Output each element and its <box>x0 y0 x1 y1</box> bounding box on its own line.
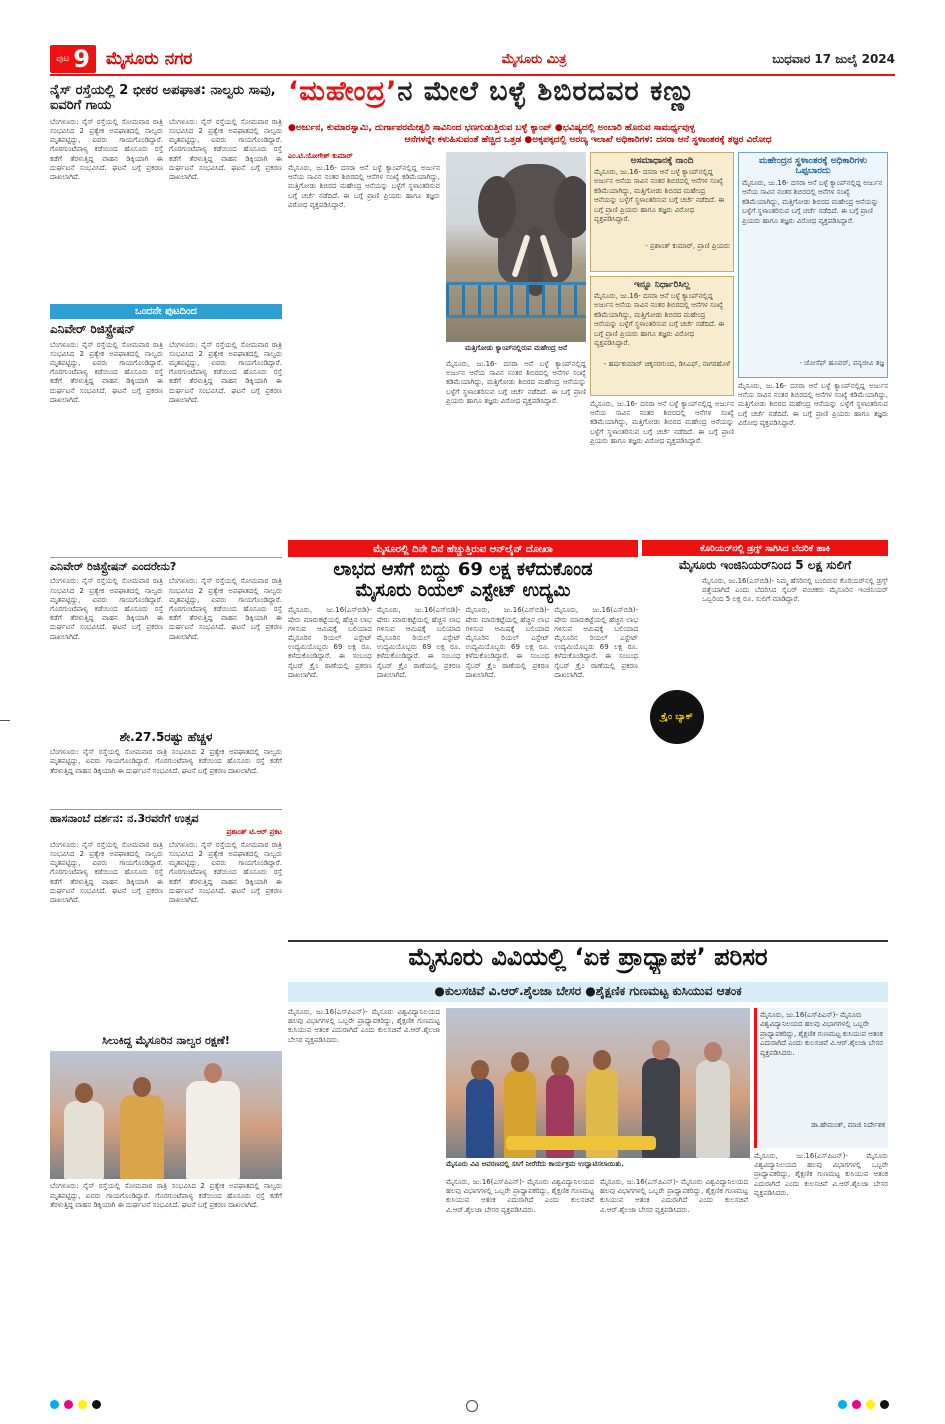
headline-highlight: ‘ಮಹೇಂದ್ರ’ <box>288 76 398 107</box>
byline: ಪ್ರಶಾಂತ್ ಟಿ.ಆರ್ ಪ್ರಕಟ <box>226 827 282 836</box>
quote-author: - ಹರ್ಷಕುಮಾರ್ ಚಿಕ್ಕನರಗುಂದ, ಡಿಸಿಎಫ್, ನಾಗರಹೊಳೆ <box>603 360 730 368</box>
university-subtitle <box>288 982 888 1002</box>
story-text: ಮೈಸೂರು, ಜು.16(ಎಸ್‌ಪಿಎನ್)- ಮೈಸೂರು ವಿಶ್ವವಿದ್ಯಾನಿಲಯದ ಹಲವು ವಿಭಾಗಗಳಲ್ಲಿ ಒಬ್ಬರೇ ಪ್ರಾಧ್ಯಾಪಕರಿದ್ದು, ಶೈಕ್ಷಣಿಕ ಗುಣಮಟ್ಟ ಕುಸಿಯುವ ಆತಂಕ ಎದುರಾಗಿದೆ ಎಂದು ಕುಲಸಚಿವೆ ವಿ.ಆರ್.ಶೈಲಜಾ ಬೇಸರ ವ್ಯಕ್ತಪಡಿಸಿದರು. <box>446 1178 594 1214</box>
story-text: ಮೈಸೂರು, ಜು.16(ಎಸ್‌ಬಿಡಿ)- ಷೇರು ಮಾರುಕಟ್ಟೆಯಲ್ಲಿ ಹೆಚ್ಚಿನ ಲಾಭ ಗಳಿಸುವ ಆಮಿಷಕ್ಕೆ ಬಲಿಯಾದ ಮೈಸೂರಿನ ರಿಯಲ್ ಎಸ್ಟೇಟ್ ಉದ್ಯಮಿಯೊಬ್ಬರು 69 ಲಕ್ಷ ರೂ. ಕಳೆದುಕೊಂಡಿದ್ದಾರೆ. ಈ ಸಂಬಂಧ ಸೈಬರ್ ಕ್ರೈಂ ಠಾಣೆಯಲ್ಲಿ ಪ್ರಕರಣ ದಾಖಲಾಗಿದೆ. <box>376 606 461 679</box>
story-title: ನೈಸ್ ರಸ್ತೆಯಲ್ಲಿ 2 ಭೀಕರ ಅಪಘಾತ: ನಾಲ್ವರು ಸಾವು, ಐವರಿಗೆ ಗಾಯ <box>50 83 276 113</box>
quote-text: ಮೈಸೂರು, ಜು.16- ದಸರಾ ಆನೆ ಬಳ್ಳೆ ಕ್ಯಾಂಪ್‌ನಲ್ಲಿದ್ದ ಅರ್ಜುನ ಆನೆಯ ಸಾವಿನ ನಂತರ ಶಿಬಿರದಲ್ಲಿ ಆನೆಗಳ ಸಂಖ್ಯೆ ಕಡಿಮೆಯಾಗಿದ್ದು, ಮತ್ತಿಗೋಡು ಶಿಬಿರದ ಮಹೇಂದ್ರ ಆನೆಯನ್ನು ಬಳ್ಳೆಗೆ ಸ್ಥಳಾಂತರಿಸುವ ಬಗ್ಗೆ ಚರ್ಚೆ ನಡೆದಿದೆ. ಈ ಬಗ್ಗೆ ಪ್ರಾಣಿ ಪ್ರಿಯರು ಹಾಗೂ ತಜ್ಞರು ವಿರೋಧ ವ್ಯಕ್ತಪಡಿಸಿದ್ದಾರೆ. <box>594 168 725 224</box>
photo-caption: ಬೆಂಗಳೂರು: ನೈಸ್ ರಸ್ತೆಯಲ್ಲಿ ಸೋಮವಾರ ರಾತ್ರಿ ಸಂಭವಿಸಿದ 2 ಪ್ರತ್ಯೇಕ ಅಪಘಾತದಲ್ಲಿ ನಾಲ್ವರು ಮೃತಪಟ್ಟಿದ್ದು, ಐವರು ಗಾಯಗೊಂಡಿದ್ದಾರೆ. ಗೊರಗುಂಟೆಪಾಳ್ಯ ಕಡೆಯಿಂದ ಹೊಸೂರು ರಸ್ತೆ ಕಡೆಗೆ ತೆರಳುತ್ತಿದ್ದ ವಾಹನ ಡಿಕ್ಕಿಯಾಗಿ ಈ ದುರ್ಘಟನೆ ಸಂಭವಿಸಿದೆ. ಘಟನೆ ಬಗ್ಗೆ ಪ್ರಕರಣ ದಾಖಲಾಗಿದೆ. <box>50 1182 282 1209</box>
registration-mark <box>466 1400 478 1412</box>
masthead: ಮೈಸೂರು ಮಿತ್ರ <box>501 51 567 67</box>
quote-box-1 <box>590 152 734 272</box>
page-label: ಪುಟ <box>56 54 70 64</box>
page-header <box>50 44 895 76</box>
story-title-line-2: ಮೈಸೂರು ರಿಯಲ್ ಎಸ್ಟೇಟ್ ಉದ್ಯಮಿ <box>355 579 571 601</box>
story-text: ಬೆಂಗಳೂರು: ನೈಸ್ ರಸ್ತೆಯಲ್ಲಿ ಸೋಮವಾರ ರಾತ್ರಿ ಸಂಭವಿಸಿದ 2 ಪ್ರತ್ಯೇಕ ಅಪಘಾತದಲ್ಲಿ ನಾಲ್ವರು ಮೃತಪಟ್ಟಿದ್ದು, ಐವರು ಗಾಯಗೊಂಡಿದ್ದಾರೆ. ಗೊರಗುಂಟೆಪಾಳ್ಯ ಕಡೆಯಿಂದ ಹೊಸೂರು ರಸ್ತೆ ಕಡೆಗೆ ತೆರಳುತ್ತಿದ್ದ ವಾಹನ ಡಿಕ್ಕಿಯಾಗಿ ಈ ದುರ್ಘಟನೆ ಸಂಭವಿಸಿದೆ. ಘಟನೆ ಬಗ್ಗೆ ಪ್ರಕರಣ ದಾಖಲಾಗಿದೆ. <box>50 840 163 904</box>
quote-text: ಮೈಸೂರು, ಜು.16(ಎಸ್‌ಪಿಎನ್)- ಮೈಸೂರು ವಿಶ್ವವಿದ್ಯಾನಿಲಯದ ಹಲವು ವಿಭಾಗಗಳಲ್ಲಿ ಒಬ್ಬರೇ ಪ್ರಾಧ್ಯಾಪಕರಿದ್ದು, ಶೈಕ್ಷಣಿಕ ಗುಣಮಟ್ಟ ಕುಸಿಯುವ ಆತಂಕ ಎದುರಾಗಿದೆ ಎಂದು ಕುಲಸಚಿವೆ ವಿ.ಆರ್.ಶೈಲಜಾ ಬೇಸರ ವ್ಯಕ್ತಪಡಿಸಿದರು. <box>760 1011 884 1057</box>
story-text: ಮೈಸೂರು, ಜು.16(ಎಸ್‌ಪಿಎನ್)- ಮೈಸೂರು ವಿಶ್ವವಿದ್ಯಾನಿಲಯದ ಹಲವು ವಿಭಾಗಗಳಲ್ಲಿ ಒಬ್ಬರೇ ಪ್ರಾಧ್ಯಾಪಕರಿದ್ದು, ಶೈಕ್ಷಣಿಕ ಗುಣಮಟ್ಟ ಕುಸಿಯುವ ಆತಂಕ ಎದುರಾಗಿದೆ ಎಂದು ಕುಲಸಚಿವೆ ವಿ.ಆರ್.ಶೈಲಜಾ ಬೇಸರ ವ್ಯಕ್ತಪಡಿಸಿದರು. <box>754 1152 888 1197</box>
page-number: 9 <box>73 45 90 73</box>
story-text: ಬೆಂಗಳೂರು: ನೈಸ್ ರಸ್ತೆಯಲ್ಲಿ ಸೋಮವಾರ ರಾತ್ರಿ ಸಂಭವಿಸಿದ 2 ಪ್ರತ್ಯೇಕ ಅಪಘಾತದಲ್ಲಿ ನಾಲ್ವರು ಮೃತಪಟ್ಟಿದ್ದು, ಐವರು ಗಾಯಗೊಂಡಿದ್ದಾರೆ. ಗೊರಗುಂಟೆಪಾಳ್ಯ ಕಡೆಯಿಂದ ಹೊಸೂರು ರಸ್ತೆ ಕಡೆಗೆ ತೆರಳುತ್ತಿದ್ದ ವಾಹನ ಡಿಕ್ಕಿಯಾಗಿ ಈ ದುರ್ಘಟನೆ ಸಂಭವಿಸಿದೆ. ಘಟನೆ ಬಗ್ಗೆ ಪ್ರಕರಣ ದಾಖಲಾಗಿದೆ. <box>50 117 163 182</box>
university-column-3 <box>600 1178 748 1398</box>
continued-band: ಒಂದನೇ ಪುಟದಿಂದ <box>50 304 282 319</box>
story-text: ಬೆಂಗಳೂರು: ನೈಸ್ ರಸ್ತೆಯಲ್ಲಿ ಸೋಮವಾರ ರಾತ್ರಿ ಸಂಭವಿಸಿದ 2 ಪ್ರತ್ಯೇಕ ಅಪಘಾತದಲ್ಲಿ ನಾಲ್ವರು ಮೃತಪಟ್ಟಿದ್ದು, ಐವರು ಗಾಯಗೊಂಡಿದ್ದಾರೆ. ಗೊರಗುಂಟೆಪಾಳ್ಯ ಕಡೆಯಿಂದ ಹೊಸೂರು ರಸ್ತೆ ಕಡೆಗೆ ತೆರಳುತ್ತಿದ್ದ ವಾಹನ ಡಿಕ್ಕಿಯಾಗಿ ಈ ದುರ್ಘಟನೆ ಸಂಭವಿಸಿದೆ. ಘಟನೆ ಬಗ್ಗೆ ಪ್ರಕರಣ ದಾಖಲಾಗಿದೆ. <box>50 577 163 641</box>
story-text: ಮೈಸೂರು, ಜು.16(ಎಸ್‌ಪಿಎನ್)- ಮೈಸೂರು ವಿಶ್ವವಿದ್ಯಾನಿಲಯದ ಹಲವು ವಿಭಾಗಗಳಲ್ಲಿ ಒಬ್ಬರೇ ಪ್ರಾಧ್ಯಾಪಕರಿದ್ದು, ಶೈಕ್ಷಣಿಕ ಗುಣಮಟ್ಟ ಕುಸಿಯುವ ಆತಂಕ ಎದುರಾಗಿದೆ ಎಂದು ಕುಲಸಚಿವೆ ವಿ.ಆರ್.ಶೈಲಜಾ ಬೇಸರ ವ್ಯಕ್ತಪಡಿಸಿದರು. <box>600 1178 748 1214</box>
story-kicker: ಕೊರಿಯರ್‌ನಲ್ಲಿ ಡ್ರಗ್ಸ್ ಸಾಗಿಸಿದ ಬೆದರಿಕೆ ಹಾಕಿ <box>642 542 888 556</box>
elephant-photo <box>446 152 586 342</box>
story-title: ಎನಿವೇರ್ ರಿಜಿಸ್ಟ್ರೇಷನ್ ಎಂದರೇನು? <box>50 557 282 574</box>
story-text: ಮೈಸೂರು, ಜು.16- ದಸರಾ ಆನೆ ಬಳ್ಳೆ ಕ್ಯಾಂಪ್‌ನಲ್ಲಿದ್ದ ಅರ್ಜುನ ಆನೆಯ ಸಾವಿನ ನಂತರ ಶಿಬಿರದಲ್ಲಿ ಆನೆಗಳ ಸಂಖ್ಯೆ ಕಡಿಮೆಯಾಗಿದ್ದು, ಮತ್ತಿಗೋಡು ಶಿಬಿರದ ಮಹೇಂದ್ರ ಆನೆಯನ್ನು ಬಳ್ಳೆಗೆ ಸ್ಥಳಾಂತರಿಸುವ ಬಗ್ಗೆ ಚರ್ಚೆ ನಡೆದಿದೆ. ಈ ಬಗ್ಗೆ ಪ್ರಾಣಿ ಪ್ರಿಯರು ಹಾಗೂ ತಜ್ಞರು ವಿರೋಧ ವ್ಯಕ್ತಪಡಿಸಿದ್ದಾರೆ. <box>288 164 440 209</box>
university-column-1 <box>288 1008 440 1398</box>
story-text: ಮೈಸೂರು, ಜು.16- ದಸರಾ ಆನೆ ಬಳ್ಳೆ ಕ್ಯಾಂಪ್‌ನಲ್ಲಿದ್ದ ಅರ್ಜುನ ಆನೆಯ ಸಾವಿನ ನಂತರ ಶಿಬಿರದಲ್ಲಿ ಆನೆಗಳ ಸಂಖ್ಯೆ ಕಡಿಮೆಯಾಗಿದ್ದು, ಮತ್ತಿಗೋಡು ಶಿಬಿರದ ಮಹೇಂದ್ರ ಆನೆಯನ್ನು ಬಳ್ಳೆಗೆ ಸ್ಥಳಾಂತರಿಸುವ ಬಗ್ಗೆ ಚರ್ಚೆ ನಡೆದಿದೆ. ಈ ಬಗ್ಗೆ ಪ್ರಾಣಿ ಪ್ರಿಯರು ಹಾಗೂ ತಜ್ಞರು ವಿರೋಧ ವ್ಯಕ್ತಪಡಿಸಿದ್ದಾರೆ. <box>738 382 888 427</box>
color-registration-dots-left <box>50 1400 101 1409</box>
university-headline <box>288 940 888 974</box>
quote-author: - ಪ್ರಶಾಂತ್ ಕುಮಾರ್, ಪ್ರಾಣಿ ಪ್ರಿಯರು <box>645 242 730 250</box>
story-text: ಮೈಸೂರು, ಜು.16(ಎಸ್‌ಬಿಡಿ)- ಷೇರು ಮಾರುಕಟ್ಟೆಯಲ್ಲಿ ಹೆಚ್ಚಿನ ಲಾಭ ಗಳಿಸುವ ಆಮಿಷಕ್ಕೆ ಬಲಿಯಾದ ಮೈಸೂರಿನ ರಿಯಲ್ ಎಸ್ಟೇಟ್ ಉದ್ಯಮಿಯೊಬ್ಬರು 69 ಲಕ್ಷ ರೂ. ಕಳೆದುಕೊಂಡಿದ್ದಾರೆ. ಈ ಸಂಬಂಧ ಸೈಬರ್ ಕ್ರೈಂ ಠಾಣೆಯಲ್ಲಿ ಪ್ರಕರಣ ದಾಖಲಾಗಿದೆ. <box>288 606 372 679</box>
lead-column-2 <box>446 360 586 538</box>
box-title: ಅಸಮಾಧಾನಕ್ಕೆ ನಾಂದಿ <box>630 156 694 166</box>
story-title-line-1: ಲಾಭದ ಆಸೆಗೆ ಬಿದ್ದು 69 ಲಕ್ಷ ಕಳೆದುಕೊಂಡ <box>333 559 593 580</box>
quote-author: - ಜೋಸೆಫ್ ಹೂವರ್, ವನ್ಯಜೀವಿ ತಜ್ಞ <box>799 359 884 367</box>
rescue-photo <box>50 1051 282 1179</box>
box-title: ಮಹೇಂದ್ರನ ಸ್ಥಳಾಂತರಕ್ಕೆ ಅಧಿಕಾರಿಗಳು ಒಪ್ಪಬಾರದು <box>758 156 868 176</box>
crime-back-seal: ಕ್ರೈಂ ಬ್ಯಾಕ್ <box>650 690 704 744</box>
subtitle-text: ●ಕುಲಸಚಿವೆ ವಿ.ಆರ್.ಶೈಲಜಾ ಬೇಸರ ●ಶೈಕ್ಷಣಿಕ ಗುಣಮಟ್ಟ ಕುಸಿಯುವ ಆತಂಕ <box>434 984 742 998</box>
quote-box <box>754 1008 888 1148</box>
realestate-story <box>288 540 638 938</box>
story-text: ಬೆಂಗಳೂರು: ನೈಸ್ ರಸ್ತೆಯಲ್ಲಿ ಸೋಮವಾರ ರಾತ್ರಿ ಸಂಭವಿಸಿದ 2 ಪ್ರತ್ಯೇಕ ಅಪಘಾತದಲ್ಲಿ ನಾಲ್ವರು ಮೃತಪಟ್ಟಿದ್ದು, ಐವರು ಗಾಯಗೊಂಡಿದ್ದಾರೆ. ಗೊರಗುಂಟೆಪಾಳ್ಯ ಕಡೆಯಿಂದ ಹೊಸೂರು ರಸ್ತೆ ಕಡೆಗೆ ತೆರಳುತ್ತಿದ್ದ ವಾಹನ ಡಿಕ್ಕಿಯಾಗಿ ಈ ದುರ್ಘಟನೆ ಸಂಭವಿಸಿದೆ. ಘಟನೆ ಬಗ್ಗೆ ಪ್ರಕರಣ ದಾಖಲಾಗಿದೆ. <box>169 840 282 904</box>
issue-date: ಬುಧವಾರ 17 ಜುಲೈ 2024 <box>772 51 895 66</box>
lead-headline <box>288 76 888 120</box>
byline: ಎಂ.ಟಿ.ಯೋಗೇಶ್ ಕುಮಾರ್ <box>288 152 353 160</box>
story-text: ಮೈಸೂರು, ಜು.16- ದಸರಾ ಆನೆ ಬಳ್ಳೆ ಕ್ಯಾಂಪ್‌ನಲ್ಲಿದ್ದ ಅರ್ಜುನ ಆನೆಯ ಸಾವಿನ ನಂತರ ಶಿಬಿರದಲ್ಲಿ ಆನೆಗಳ ಸಂಖ್ಯೆ ಕಡಿಮೆಯಾಗಿದ್ದು, ಮತ್ತಿಗೋಡು ಶಿಬಿರದ ಮಹೇಂದ್ರ ಆನೆಯನ್ನು ಬಳ್ಳೆಗೆ ಸ್ಥಳಾಂತರಿಸುವ ಬಗ್ಗೆ ಚರ್ಚೆ ನಡೆದಿದೆ. ಈ ಬಗ್ಗೆ ಪ್ರಾಣಿ ಪ್ರಿಯರು ಹಾಗೂ ತಜ್ಞರು ವಿರೋಧ ವ್ಯಕ್ತಪಡಿಸಿದ್ದಾರೆ. <box>590 400 734 445</box>
story-text: ಮೈಸೂರು, ಜು.16(ಎಸ್‌ಬಿಡಿ)- ಷೇರು ಮಾರುಕಟ್ಟೆಯಲ್ಲಿ ಹೆಚ್ಚಿನ ಲಾಭ ಗಳಿಸುವ ಆಮಿಷಕ್ಕೆ ಬಲಿಯಾದ ಮೈಸೂರಿನ ರಿಯಲ್ ಎಸ್ಟೇಟ್ ಉದ್ಯಮಿಯೊಬ್ಬರು 69 ಲಕ್ಷ ರೂ. ಕಳೆದುಕೊಂಡಿದ್ದಾರೆ. ಈ ಸಂಬಂಧ ಸೈಬರ್ ಕ್ರೈಂ ಠಾಣೆಯಲ್ಲಿ ಪ್ರಕರಣ ದಾಖಲಾಗಿದೆ. <box>465 606 550 679</box>
page-number-badge <box>50 45 96 73</box>
color-registration-dots-right <box>838 1400 889 1409</box>
story-text: ಬೆಂಗಳೂರು: ನೈಸ್ ರಸ್ತೆಯಲ್ಲಿ ಸೋಮವಾರ ರಾತ್ರಿ ಸಂಭವಿಸಿದ 2 ಪ್ರತ್ಯೇಕ ಅಪಘಾತದಲ್ಲಿ ನಾಲ್ವರು ಮೃತಪಟ್ಟಿದ್ದು, ಐವರು ಗಾಯಗೊಂಡಿದ್ದಾರೆ. ಗೊರಗುಂಟೆಪಾಳ್ಯ ಕಡೆಯಿಂದ ಹೊಸೂರು ರಸ್ತೆ ಕಡೆಗೆ ತೆರಳುತ್ತಿದ್ದ ವಾಹನ ಡಿಕ್ಕಿಯಾಗಿ ಈ ದುರ್ಘಟನೆ ಸಂಭವಿಸಿದೆ. ಘಟನೆ ಬಗ್ಗೆ ಪ್ರಕರಣ ದಾಖಲಾಗಿದೆ. <box>50 340 163 404</box>
section-name: ಮೈಸೂರು ನಗರ <box>105 49 193 69</box>
story-text: ಮೈಸೂರು, ಜು.16(ಎಸ್‌ಬಿಡಿ)- ಷೇರು ಮಾರುಕಟ್ಟೆಯಲ್ಲಿ ಹೆಚ್ಚಿನ ಲಾಭ ಗಳಿಸುವ ಆಮಿಷಕ್ಕೆ ಬಲಿಯಾದ ಮೈಸೂರಿನ ರಿಯಲ್ ಎಸ್ಟೇಟ್ ಉದ್ಯಮಿಯೊಬ್ಬರು 69 ಲಕ್ಷ ರೂ. ಕಳೆದುಕೊಂಡಿದ್ದಾರೆ. ಈ ಸಂಬಂಧ ಸೈಬರ್ ಕ್ರೈಂ ಠಾಣೆಯಲ್ಲಿ ಪ್ರಕರಣ ದಾಖಲಾಗಿದೆ. <box>554 606 638 679</box>
story-text: ಬೆಂಗಳೂರು: ನೈಸ್ ರಸ್ತೆಯಲ್ಲಿ ಸೋಮವಾರ ರಾತ್ರಿ ಸಂಭವಿಸಿದ 2 ಪ್ರತ್ಯೇಕ ಅಪಘಾತದಲ್ಲಿ ನಾಲ್ವರು ಮೃತಪಟ್ಟಿದ್ದು, ಐವರು ಗಾಯಗೊಂಡಿದ್ದಾರೆ. ಗೊರಗುಂಟೆಪಾಳ್ಯ ಕಡೆಯಿಂದ ಹೊಸೂರು ರಸ್ತೆ ಕಡೆಗೆ ತೆರಳುತ್ತಿದ್ದ ವಾಹನ ಡಿಕ್ಕಿಯಾಗಿ ಈ ದುರ್ಘಟನೆ ಸಂಭವಿಸಿದೆ. ಘಟನೆ ಬಗ್ಗೆ ಪ್ರಕರಣ ದಾಖಲಾಗಿದೆ. <box>50 748 282 775</box>
story-title: ಮೈಸೂರು ವಿವಿಯಲ್ಲಿ ‘ಏಕ ಪ್ರಾಧ್ಯಾಪಕ’ ಪರಿಸರ <box>408 943 768 971</box>
lead-column-4 <box>738 152 888 538</box>
bullet-line: ●ಅರ್ಜುನ, ಕುಮಾರಸ್ವಾಮಿ, ದುರ್ಗಾಪರಮೇಶ್ವರಿ ಸಾವಿನಿಂದ ಭಣಗುಡುತ್ತಿರುವ ಬಳ್ಳೆ ಕ್ಯಾಂಪ್ ●ಭವಿಷ್ಯದಲ್ಲಿ ಅಂಬಾರಿ ಹೊರುವ ಸಾಮರ್ಥ್ಯವುಳ್ಳ <box>288 123 695 133</box>
left-column <box>50 80 282 1400</box>
story-text: ಮೈಸೂರು, ಜು.16(ಎಸ್‌ಬಿಡಿ)- ನಿಮ್ಮ ಹೆಸರಿನಲ್ಲಿ ಬಂದಿರುವ ಕೊರಿಯರ್‌ನಲ್ಲಿ ಡ್ರಗ್ಸ್ ಪತ್ತೆಯಾಗಿದೆ ಎಂದು ಬೆದರಿಸಿದ ಸೈಬರ್ ವಂಚಕರು ಮೈಸೂರಿನ ಇಂಜಿನಿಯರ್ ಒಬ್ಬರಿಂದ 5 ಲಕ್ಷ ರೂ. ಸುಲಿಗೆ ಮಾಡಿದ್ದಾರೆ. <box>702 576 888 604</box>
crop-mark <box>0 720 10 721</box>
story-title: ಸಿಲುಕಿದ್ದ ಮೈಸೂರಿನ ನಾಲ್ವರ ರಕ್ಷಣೆ! <box>102 1033 230 1047</box>
story-title: ಮೈಸೂರು ಇಂಜಿನಿಯರ್‌ನಿಂದ 5 ಲಕ್ಷ ಸುಲಿಗೆ <box>678 558 852 572</box>
photo-caption: ಮತ್ತಿಗೋಡು ಕ್ಯಾಂಪ್‌ನಲ್ಲಿರುವ ಮಹೇಂದ್ರ ಆನೆ <box>464 344 568 352</box>
story-text: ಮೈಸೂರು, ಜು.16- ದಸರಾ ಆನೆ ಬಳ್ಳೆ ಕ್ಯಾಂಪ್‌ನಲ್ಲಿದ್ದ ಅರ್ಜುನ ಆನೆಯ ಸಾವಿನ ನಂತರ ಶಿಬಿರದಲ್ಲಿ ಆನೆಗಳ ಸಂಖ್ಯೆ ಕಡಿಮೆಯಾಗಿದ್ದು, ಮತ್ತಿಗೋಡು ಶಿಬಿರದ ಮಹೇಂದ್ರ ಆನೆಯನ್ನು ಬಳ್ಳೆಗೆ ಸ್ಥಳಾಂತರಿಸುವ ಬಗ್ಗೆ ಚರ್ಚೆ ನಡೆದಿದೆ. ಈ ಬಗ್ಗೆ ಪ್ರಾಣಿ ಪ್ರಿಯರು ಹಾಗೂ ತಜ್ಞರು ವಿರೋಧ ವ್ಯಕ್ತಪಡಿಸಿದ್ದಾರೆ. <box>446 360 586 405</box>
university-column-2 <box>446 1178 594 1398</box>
lead-bullets <box>288 122 888 150</box>
story-text: ಬೆಂಗಳೂರು: ನೈಸ್ ರಸ್ತೆಯಲ್ಲಿ ಸೋಮವಾರ ರಾತ್ರಿ ಸಂಭವಿಸಿದ 2 ಪ್ರತ್ಯೇಕ ಅಪಘಾತದಲ್ಲಿ ನಾಲ್ವರು ಮೃತಪಟ್ಟಿದ್ದು, ಐವರು ಗಾಯಗೊಂಡಿದ್ದಾರೆ. ಗೊರಗುಂಟೆಪಾಳ್ಯ ಕಡೆಯಿಂದ ಹೊಸೂರು ರಸ್ತೆ ಕಡೆಗೆ ತೆರಳುತ್ತಿದ್ದ ವಾಹನ ಡಿಕ್ಕಿಯಾಗಿ ಈ ದುರ್ಘಟನೆ ಸಂಭವಿಸಿದೆ. ಘಟನೆ ಬಗ್ಗೆ ಪ್ರಕರಣ ದಾಖಲಾಗಿದೆ. <box>169 340 282 404</box>
story-text: ಬೆಂಗಳೂರು: ನೈಸ್ ರಸ್ತೆಯಲ್ಲಿ ಸೋಮವಾರ ರಾತ್ರಿ ಸಂಭವಿಸಿದ 2 ಪ್ರತ್ಯೇಕ ಅಪಘಾತದಲ್ಲಿ ನಾಲ್ವರು ಮೃತಪಟ್ಟಿದ್ದು, ಐವರು ಗಾಯಗೊಂಡಿದ್ದಾರೆ. ಗೊರಗುಂಟೆಪಾಳ್ಯ ಕಡೆಯಿಂದ ಹೊಸೂರು ರಸ್ತೆ ಕಡೆಗೆ ತೆರಳುತ್ತಿದ್ದ ವಾಹನ ಡಿಕ್ಕಿಯಾಗಿ ಈ ದುರ್ಘಟನೆ ಸಂಭವಿಸಿದೆ. ಘಟನೆ ಬಗ್ಗೆ ಪ್ರಕರಣ ದಾಖಲಾಗಿದೆ. <box>169 577 282 641</box>
story-title: ಎನಿವೇರ್ ರಿಜಿಸ್ಟ್ರೇಷನ್ <box>50 321 136 336</box>
expert-box <box>738 152 888 378</box>
quote-box-2 <box>590 276 734 396</box>
quote-text: ಮೈಸೂರು, ಜು.16- ದಸರಾ ಆನೆ ಬಳ್ಳೆ ಕ್ಯಾಂಪ್‌ನಲ್ಲಿದ್ದ ಅರ್ಜುನ ಆನೆಯ ಸಾವಿನ ನಂತರ ಶಿಬಿರದಲ್ಲಿ ಆನೆಗಳ ಸಂಖ್ಯೆ ಕಡಿಮೆಯಾಗಿದ್ದು, ಮತ್ತಿಗೋಡು ಶಿಬಿರದ ಮಹೇಂದ್ರ ಆನೆಯನ್ನು ಬಳ್ಳೆಗೆ ಸ್ಥಳಾಂತರಿಸುವ ಬಗ್ಗೆ ಚರ್ಚೆ ನಡೆದಿದೆ. ಈ ಬಗ್ಗೆ ಪ್ರಾಣಿ ಪ್ರಿಯರು ಹಾಗೂ ತಜ್ಞರು ವಿರೋಧ ವ್ಯಕ್ತಪಡಿಸಿದ್ದಾರೆ. <box>594 292 725 348</box>
photo-caption: ಮೈಸೂರು ವಿವಿ ಆವರಣದಲ್ಲಿ ಸಸಿಗೆ ನೀರೆರೆದು ಕಾರ್ಯಕ್ರಮ ಉದ್ಘಾಟಿಸಲಾಯಿತು. <box>446 1160 624 1168</box>
university-column-4 <box>754 1008 888 1398</box>
university-event-photo <box>446 1008 750 1158</box>
lead-column-1 <box>288 152 440 538</box>
story-title: ಶೇ.27.5ರಷ್ಟು ಹೆಚ್ಚಳ <box>119 730 213 745</box>
headline-rest: ನ ಮೇಲೆ ಬಳ್ಳೆ ಶಿಬಿರದವರ ಕಣ್ಣು <box>397 76 696 107</box>
quote-author: ಡಾ.ಹೇಮಂತ್, ಮಾಜಿ ನಿರ್ದೇಶಕ <box>811 1121 885 1129</box>
story-text: ಮೈಸೂರು, ಜು.16(ಎಸ್‌ಪಿಎನ್)- ಮೈಸೂರು ವಿಶ್ವವಿದ್ಯಾನಿಲಯದ ಹಲವು ವಿಭಾಗಗಳಲ್ಲಿ ಒಬ್ಬರೇ ಪ್ರಾಧ್ಯಾಪಕರಿದ್ದು, ಶೈಕ್ಷಣಿಕ ಗುಣಮಟ್ಟ ಕುಸಿಯುವ ಆತಂಕ ಎದುರಾಗಿದೆ ಎಂದು ಕುಲಸಚಿವೆ ವಿ.ಆರ್.ಶೈಲಜಾ ಬೇಸರ ವ್ಯಕ್ತಪಡಿಸಿದರು. <box>288 1008 440 1044</box>
box-title: ಇನ್ನೂ ನಿರ್ಧಾರಿಸಿಲ್ಲ <box>633 280 691 290</box>
story-text: ಬೆಂಗಳೂರು: ನೈಸ್ ರಸ್ತೆಯಲ್ಲಿ ಸೋಮವಾರ ರಾತ್ರಿ ಸಂಭವಿಸಿದ 2 ಪ್ರತ್ಯೇಕ ಅಪಘಾತದಲ್ಲಿ ನಾಲ್ವರು ಮೃತಪಟ್ಟಿದ್ದು, ಐವರು ಗಾಯಗೊಂಡಿದ್ದಾರೆ. ಗೊರಗುಂಟೆಪಾಳ್ಯ ಕಡೆಯಿಂದ ಹೊಸೂರು ರಸ್ತೆ ಕಡೆಗೆ ತೆರಳುತ್ತಿದ್ದ ವಾಹನ ಡಿಕ್ಕಿಯಾಗಿ ಈ ದುರ್ಘಟನೆ ಸಂಭವಿಸಿದೆ. ಘಟನೆ ಬಗ್ಗೆ ಪ್ರಕರಣ ದಾಖಲಾಗಿದೆ. <box>169 117 282 182</box>
story-kicker: ಮೈಸೂರಲ್ಲಿ ದಿನೇ ದಿನೆ ಹೆಚ್ಚುತ್ತಿರುವ ಆನ್‌ಲೈನ್ ದೋಖಾ <box>288 542 638 557</box>
story-title: ಹಾಸನಾಂಬೆ ದರ್ಶನ: ನ.3ರವರೆಗೆ ಉತ್ಸವ <box>50 809 282 826</box>
bullet-line: ಆನೆಗಳನ್ನೇ ಕಳುಹಿಸುವಂತೆ ಹೆಚ್ಚಿದ ಒತ್ತಡ ●ಅಕ್ಕಪಕ್ಕದಲ್ಲಿ ಅರಣ್ಯ ಇಲಾಖೆ ಅಧಿಕಾರಿಗಳ: ದಸರಾ ಆನೆ ಸ್ಥಳಾಂತರಕ್ಕೆ ತಜ್ಞರ ವಿರೋಧ <box>404 135 772 145</box>
quote-text: ಮೈಸೂರು, ಜು.16- ದಸರಾ ಆನೆ ಬಳ್ಳೆ ಕ್ಯಾಂಪ್‌ನಲ್ಲಿದ್ದ ಅರ್ಜುನ ಆನೆಯ ಸಾವಿನ ನಂತರ ಶಿಬಿರದಲ್ಲಿ ಆನೆಗಳ ಸಂಖ್ಯೆ ಕಡಿಮೆಯಾಗಿದ್ದು, ಮತ್ತಿಗೋಡು ಶಿಬಿರದ ಮಹೇಂದ್ರ ಆನೆಯನ್ನು ಬಳ್ಳೆಗೆ ಸ್ಥಳಾಂತರಿಸುವ ಬಗ್ಗೆ ಚರ್ಚೆ ನಡೆದಿದೆ. ಈ ಬಗ್ಗೆ ಪ್ರಾಣಿ ಪ್ರಿಯರು ಹಾಗೂ ತಜ್ಞರು ವಿರೋಧ ವ್ಯಕ್ತಪಡಿಸಿದ್ದಾರೆ. <box>742 179 883 225</box>
lead-column-3 <box>590 152 734 538</box>
